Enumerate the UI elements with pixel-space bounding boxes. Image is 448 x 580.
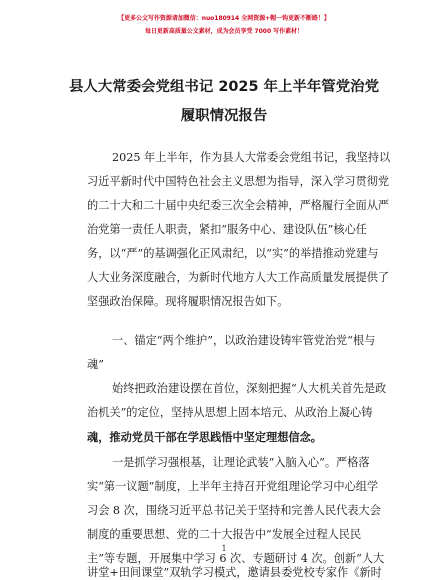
body-line: 人大业务深度融合，为新时代地方人大工作高质量发展提供了 [87, 271, 390, 284]
section-heading-line: 魂” [87, 358, 104, 371]
body-line: 讲堂+田间课堂”双轨学习模式，邀请县委党校专家作《新时 [87, 566, 382, 579]
page-number: 1 [221, 544, 227, 553]
body-line: 习近平新时代中国特色社会主义思想为指导，深入学习贯彻党 [87, 175, 390, 188]
body-line: 的二十大和二十届中央纪委三次全会精神，严格履行全面从严 [87, 199, 390, 212]
body-line: 一是抓学习强根基，让理论武装“入脑入心”。严格落 [112, 456, 370, 469]
body-line: 治机关”的定位，坚持从思想上固本培元、从政治上凝心铸 [87, 406, 373, 419]
document-title-line1: 县人大常委会党组书记 2025 年上半年管党治党 [68, 79, 380, 95]
body-line: 务，以“严”的基调强化正风肃纪，以“实”的举措推动党建与 [87, 247, 379, 260]
body-line: 坚强政治保障。现将履职情况报告如下。 [87, 295, 289, 308]
section-heading-line: 一、锚定“两个维护”，以政治建设铸牢管党治党“根与 [112, 334, 376, 347]
body-line: 制度的重要思想、党的二十大报告中“发展全过程人民民 [87, 528, 362, 541]
body-line: 实“第一议题”制度，上半年主持召开党组理论学习中心组学 [87, 480, 379, 493]
document-title-line2: 履职情况报告 [180, 108, 268, 124]
body-line: 主”等专题，开展集中学习 6 次、专题研讨 4 次。创新“人大 [87, 552, 385, 565]
body-line: 2025 年上半年，作为县人大常委会党组书记，我坚持以 [112, 151, 391, 164]
body-line: 习会 8 次，围绕习近平总书记关于坚持和完善人民代表大会 [87, 504, 381, 517]
promo-banner-line1: 【更多公文写作资源请加微信：nuo180914 全网资源+帽一钩更新不断路！】 [118, 15, 330, 22]
promo-banner-line2: 每日更新高质量公文素材，成为会员享受 7000 写作素材！ [144, 28, 304, 35]
body-line: 魂，推动党员干部在学思践悟中坚定理想信念。 [87, 430, 322, 444]
body-line: 治党第一责任人职责，紧扣“服务中心、建设队伍”核心任 [87, 223, 367, 236]
body-line: 始终把政治建设摆在首位，深刻把握“人大机关首先是政 [112, 382, 387, 395]
